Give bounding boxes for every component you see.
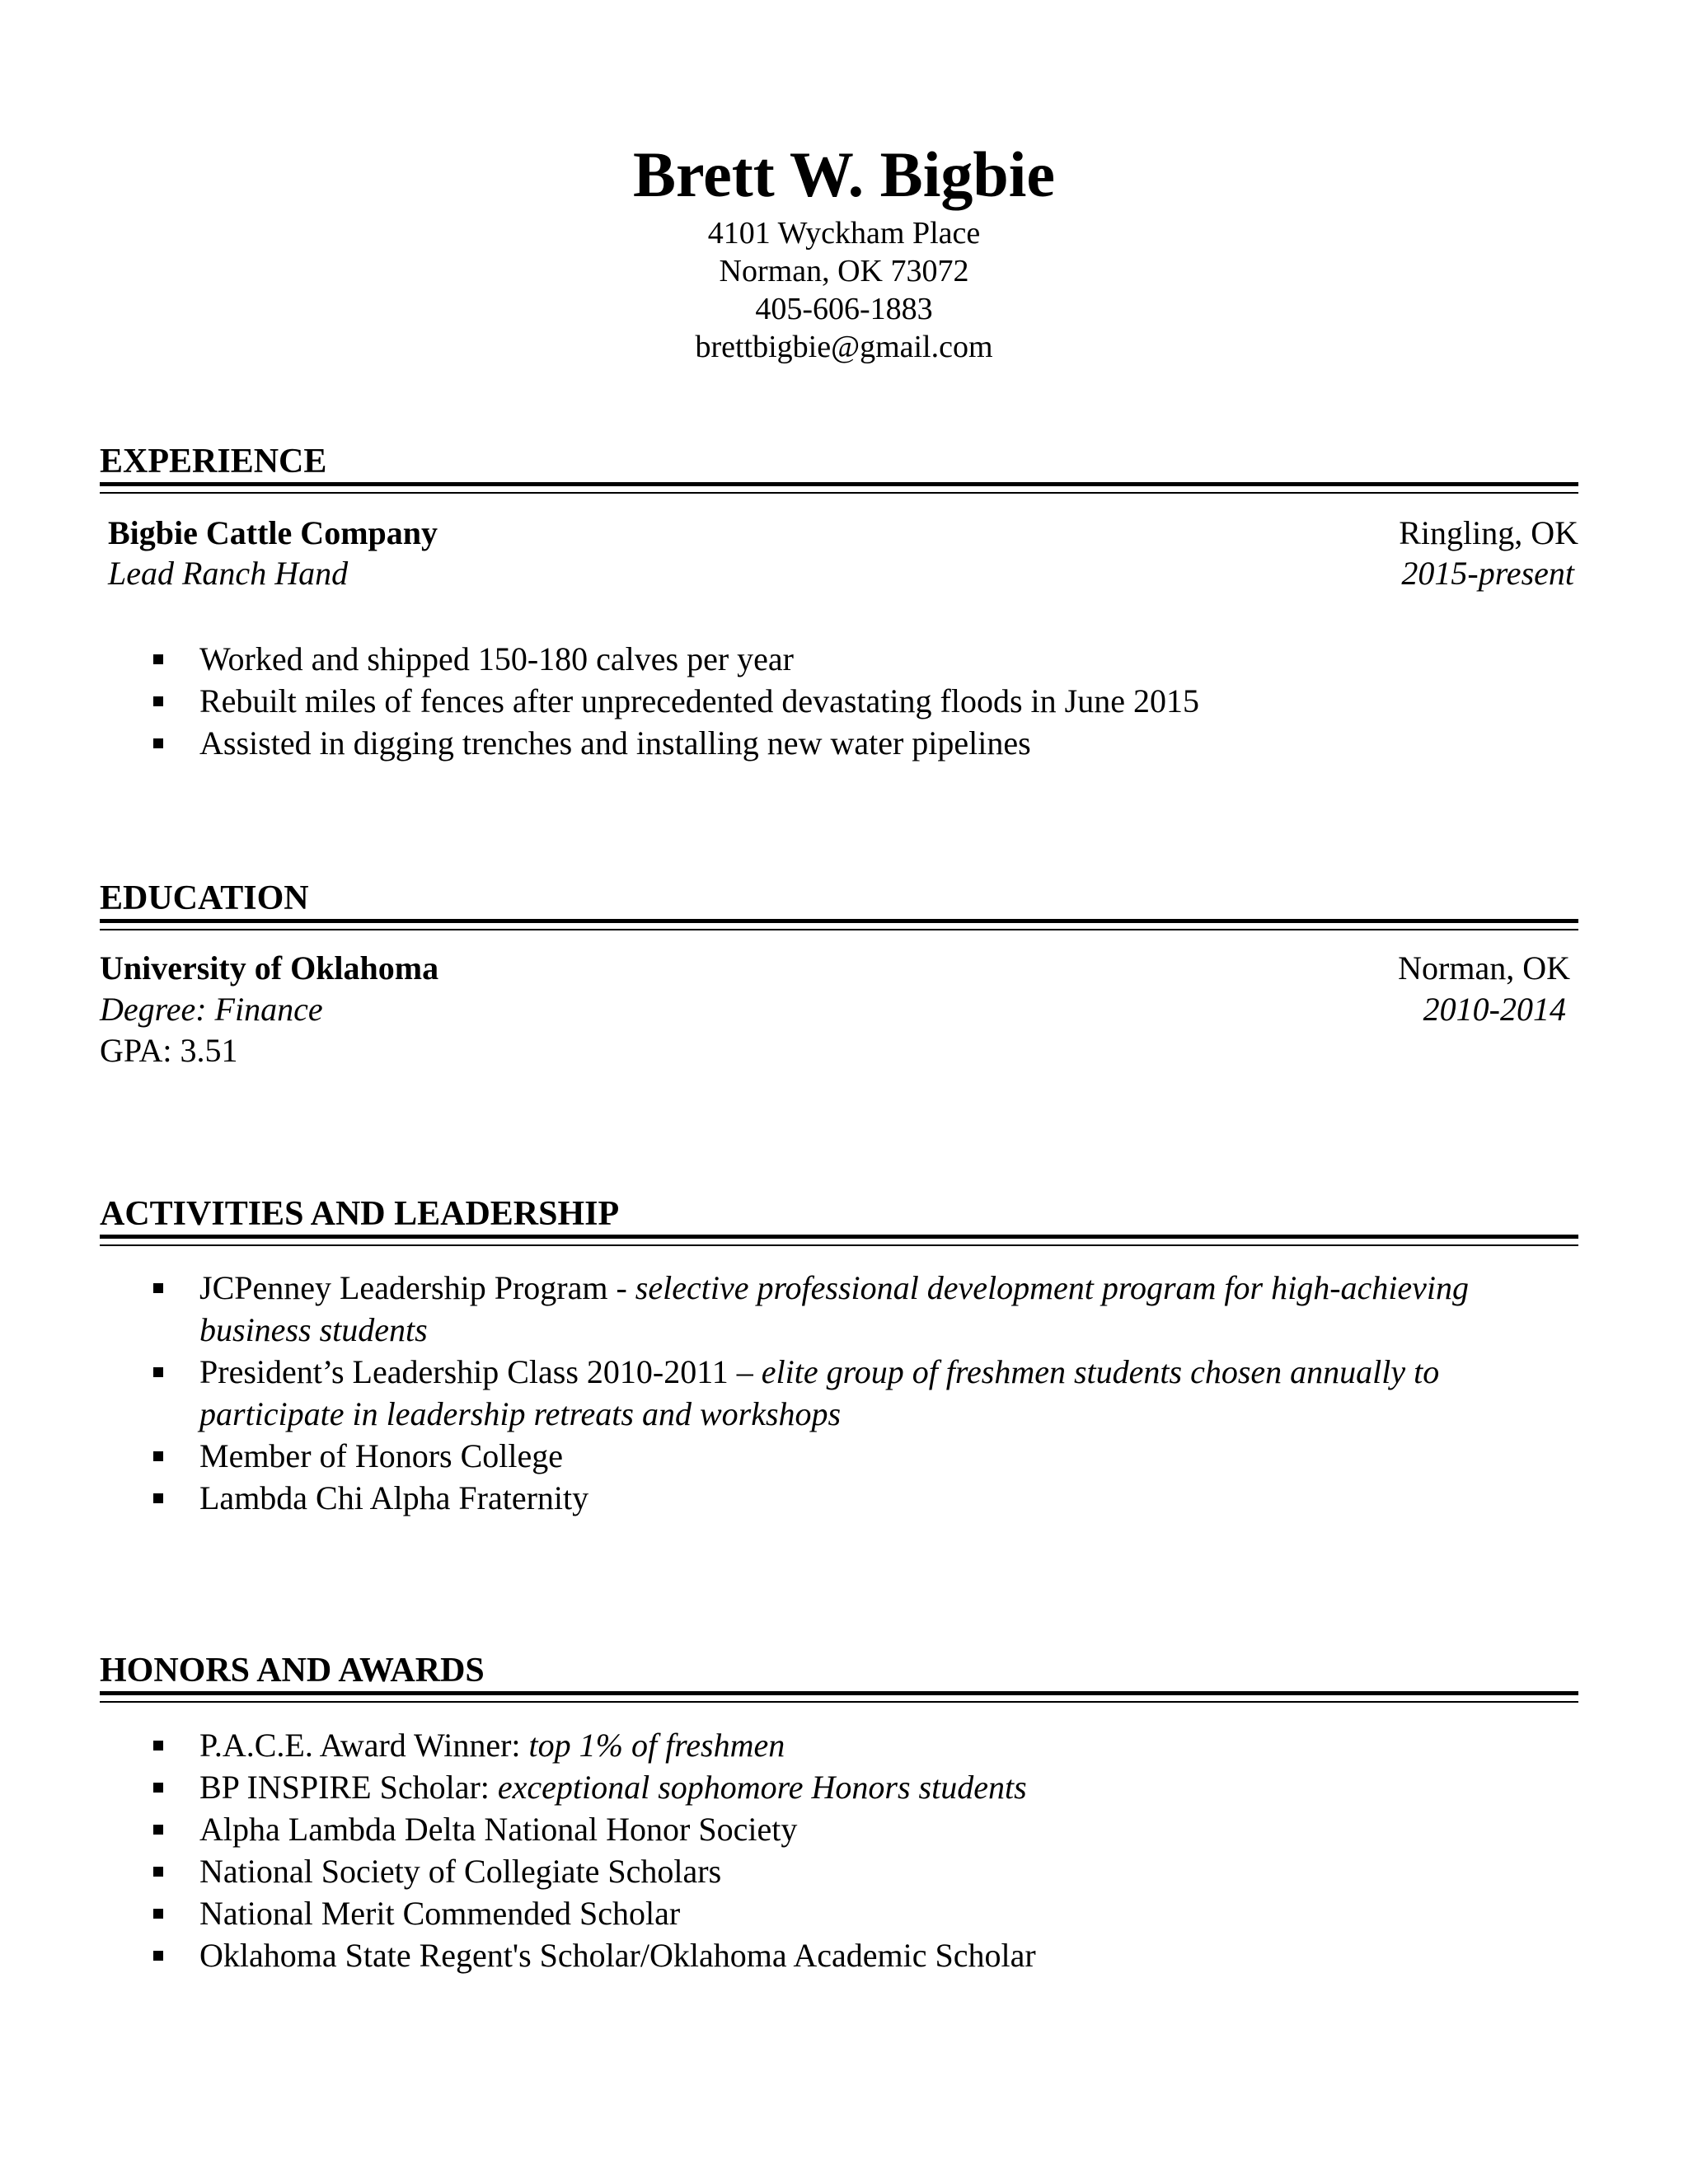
activities-bullet-list: [148, 1267, 1582, 1519]
bullet-square-icon: [153, 1741, 163, 1750]
activities-divider: [100, 1235, 1578, 1246]
bullet-square-icon: [153, 1783, 163, 1793]
bullet-square-icon: [153, 1367, 163, 1377]
bullet-square-icon: [153, 1867, 163, 1877]
address-line-2: Norman, OK 73072: [719, 254, 969, 288]
bullet-square-icon: [153, 696, 163, 706]
list-item: Alpha Lambda Delta National Honor Society: [148, 1808, 1582, 1850]
list-item: President’s Leadership Class 2010-2011 – elite group of freshmen students chosen annually to participate in leadership retreats and workshops: [148, 1351, 1582, 1435]
list-item: Worked and shipped 150-180 calves per year: [148, 638, 1582, 680]
list-item: Assisted in digging trenches and installing new water pipelines: [148, 722, 1582, 764]
honors-divider: [100, 1691, 1578, 1703]
bullet-square-icon: [153, 1451, 163, 1461]
list-item: National Society of Collegiate Scholars: [148, 1850, 1582, 1892]
activities-heading: ACTIVITIES AND LEADERSHIP: [100, 1195, 620, 1233]
education-school: University of Oklahoma: [100, 949, 439, 987]
applicant-name: Brett W. Bigbie: [632, 138, 1056, 210]
bullet-square-icon: [153, 654, 163, 664]
education-degree: Degree: Finance: [100, 991, 323, 1028]
experience-divider: [100, 482, 1578, 494]
email-address: brettbigbie@gmail.com: [695, 330, 993, 364]
education-heading: EDUCATION: [100, 879, 309, 917]
honors-heading: HONORS AND AWARDS: [100, 1652, 485, 1690]
experience-bullet-list: [148, 638, 1582, 764]
list-item: Member of Honors College: [148, 1435, 1582, 1477]
phone-number: 405-606-1883: [755, 292, 933, 326]
honors-bullet-list: [148, 1724, 1582, 1976]
education-gpa: GPA: 3.51: [100, 1032, 238, 1069]
experience-company: Bigbie Cattle Company: [108, 514, 438, 551]
experience-heading: EXPERIENCE: [100, 443, 327, 480]
bullet-square-icon: [153, 1283, 163, 1293]
list-item: Rebuilt miles of fences after unprecedented devastating floods in June 2015: [148, 680, 1582, 722]
experience-role: Lead Ranch Hand: [108, 555, 349, 592]
bullet-square-icon: [153, 1951, 163, 1961]
bullet-square-icon: [153, 1493, 163, 1503]
education-location: Norman, OK: [1398, 949, 1570, 987]
bullet-square-icon: [153, 1825, 163, 1835]
bullet-square-icon: [153, 1909, 163, 1919]
experience-dates: 2015-present: [1401, 555, 1574, 592]
education-dates: 2010-2014: [1423, 991, 1566, 1028]
list-item: Oklahoma State Regent's Scholar/Oklahoma Academic Scholar: [148, 1934, 1582, 1976]
list-item: National Merit Commended Scholar: [148, 1892, 1582, 1934]
list-item: P.A.C.E. Award Winner: top 1% of freshmen: [148, 1724, 1582, 1766]
list-item: Lambda Chi Alpha Fraternity: [148, 1477, 1582, 1519]
address-line-1: 4101 Wyckham Place: [707, 216, 981, 251]
resume-header: [0, 135, 1688, 366]
bullet-square-icon: [153, 738, 163, 748]
education-divider: [100, 919, 1578, 930]
list-item: JCPenney Leadership Program - selective professional development program for high-achieving business students: [148, 1267, 1582, 1351]
experience-location: Ringling, OK: [1399, 514, 1578, 551]
list-item: BP INSPIRE Scholar: exceptional sophomore Honors students: [148, 1766, 1582, 1808]
